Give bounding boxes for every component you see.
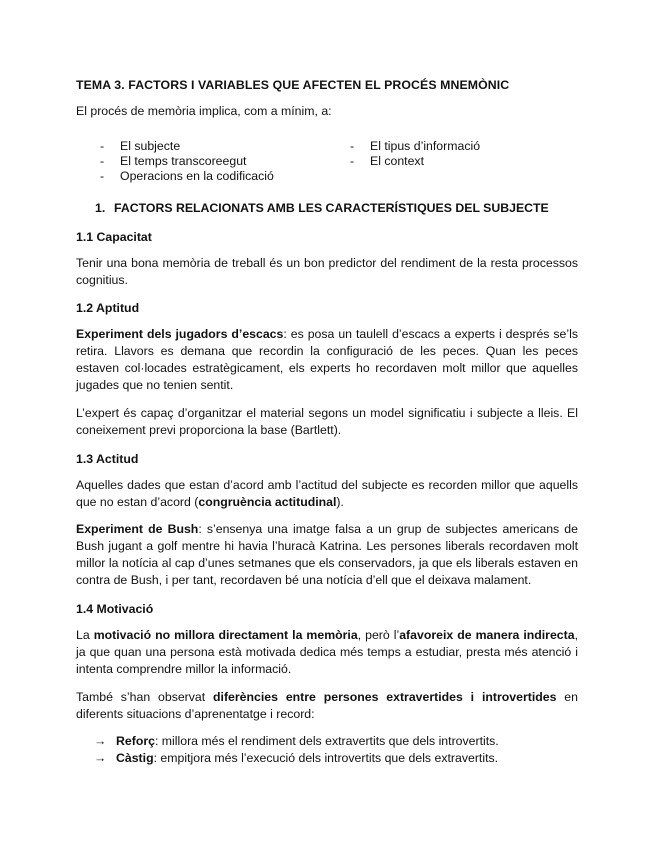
intro-text: El procés de memòria implica, com a mínim, a: — [76, 104, 332, 118]
arrow-icon: → — [94, 734, 107, 748]
subsection-heading-actitud: 1.3 Actitud — [76, 452, 139, 466]
list-item: - El tipus d’informació — [350, 139, 481, 153]
bush-experiment-paragraph: Experiment de Bush: s’ensenya una imatge falsa a un grup de subjectes americans de Bush jugant a golf mentre hi havia l’huracà Katrina. Les persones liberals recordaven molt millor la notícia al cap d’unes setmanes que els conservadors, ja que els liberals estaven en contra de Bush, i per tant, recordaven bé una notícia d’ell que el deixava malament. — [76, 522, 578, 587]
chess-experiment-paragraph: Experiment dels jugadors d’escacs: es posa un taulell d’escacs a experts i després se’ls retira. Llavors es demana que recordin la configuració de les peces. Quan les peces estaven col·locades estratègicament, els experts ho recordaven molt millor que aquelles jugades que no tenien sentit. — [76, 327, 578, 392]
reinforcement-list — [94, 733, 499, 767]
subsection-heading-capacitat: 1.1 Capacitat — [76, 230, 152, 244]
page-title: TEMA 3. FACTORS I VARIABLES QUE AFECTEN EL PROCÉS MNEMÒNIC — [76, 78, 510, 92]
list-item: → Reforç: millora més el rendiment dels extravertits que dels introvertits. — [94, 734, 499, 748]
list-item: → Càstig: empitjora més l’execució dels introvertits que dels extravertits. — [94, 751, 499, 765]
list-item: - El context — [350, 154, 424, 168]
subsection-heading-aptitud: 1.2 Aptitud — [76, 301, 140, 315]
extraversion-paragraph: També s’han observat diferències entre persones extravertides i introvertides en diferents situacions d’aprenentatge i record: — [76, 690, 578, 721]
list-item: - El subjecte — [100, 139, 181, 153]
motivacio-paragraph: La motivació no millora directament la memòria, però l’afavoreix de manera indirecta, ja que quan una persona està motivada dedica més temps a estudiar, presta més atenció i intenta comprendre millor la informació. — [76, 628, 578, 676]
list-item: - El temps transcoreegut — [100, 154, 247, 168]
expert-paragraph: L’expert és capaç d’organitzar el material segons un model significatiu i subjecte a lleis. El coneixement previ proporciona la base (Bartlett). — [76, 406, 578, 437]
actitud-paragraph: Aquelles dades que estan d’acord amb l’actitud del subjecte es recorden millor que aquells que no estan d’acord (congruència actitudinal). — [76, 478, 578, 509]
list-item: - Operacions en la codificació — [100, 169, 274, 183]
section-heading-1: 1. FACTORS RELACIONATS AMB LES CARACTERÍSTIQUES DEL SUBJECTE — [95, 201, 549, 215]
factor-list-left — [100, 139, 274, 184]
subsection-heading-motivacio: 1.4 Motivació — [76, 602, 154, 616]
arrow-icon: → — [94, 751, 107, 765]
capacitat-paragraph: Tenir una bona memòria de treball és un bon predictor del rendiment de la resta processos cognitius. — [76, 256, 578, 287]
factor-list-right — [350, 139, 480, 169]
